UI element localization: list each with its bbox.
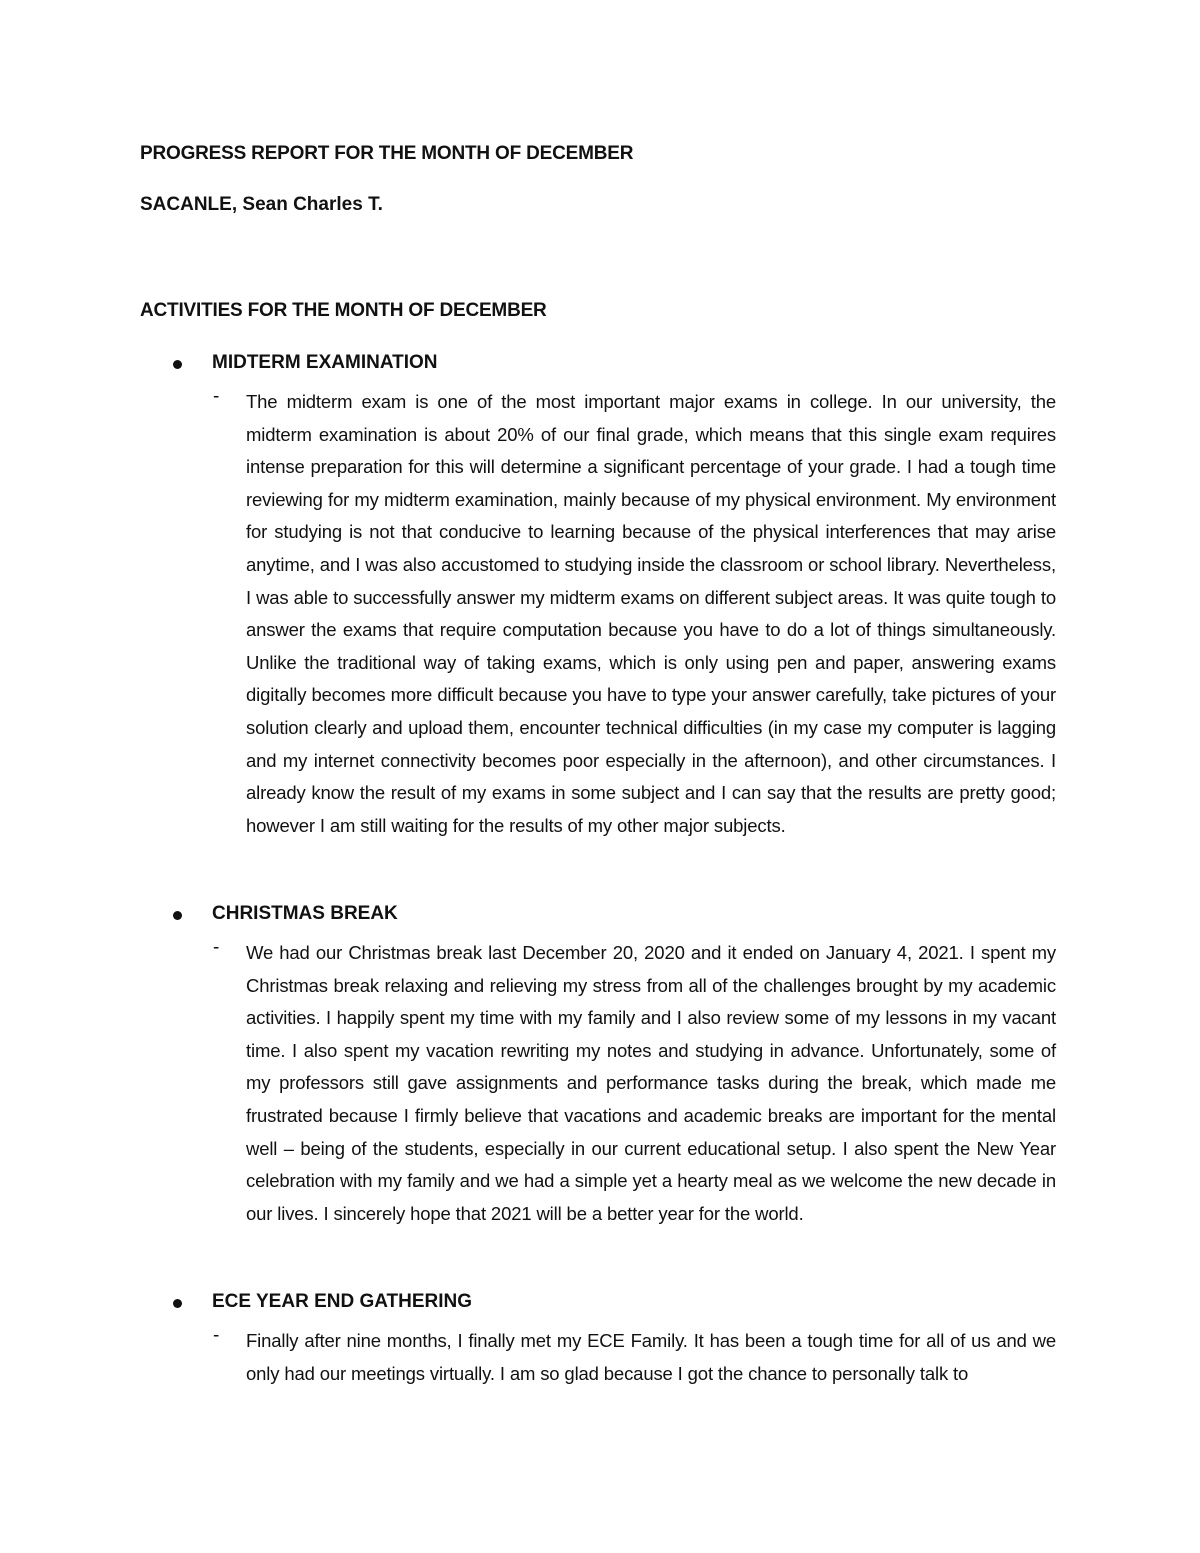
bullet-dot-icon [173,360,182,369]
activity-body: The midterm exam is one of the most important major exams in college. In our university, the midterm examination is about 20% of our final grade, which means that this single exam requires intense preparation for this will determine a significant percentage of your grade. I had a tough time reviewing for my midterm examination, mainly because of my physical environment. My environment for studying is not that conducive to learning because of the physical interferences that may arise anytime, and I was also accustomed to studying inside the classroom or school library. Nevertheless, I was able to successfully answer my midterm exams on different subject areas. It was quite tough to answer the exams that require computation because you have to do a lot of things simultaneously. Unlike the traditional way of taking exams, which is only using pen and paper, answering exams digitally becomes more difficult because you have to type your answer carefully, take pictures of your solution clearly and upload them, encounter technical difficulties (in my case my computer is lagging and my internet connectivity becomes poor especially in the afternoon), and other circumstances. I already know the result of my exams in some subject and I can say that the results are pretty good; however I am still waiting for the results of my other major subjects. [246,391,1056,836]
activity-body: Finally after nine months, I finally met my ECE Family. It has been a tough time for all of us and we only had our meetings virtually. I am so glad because I got the chance to personally talk to [246,1330,1056,1384]
activity-heading: CHRISTMAS BREAK [212,903,398,924]
activity-body: We had our Christmas break last December 20, 2020 and it ended on January 4, 2021. I spent my Christmas break relaxing and relieving my stress from all of the challenges brought by my academic activities. I happily spent my time with my family and I also review some of my lessons in my vacant time. I also spent my vacation rewriting my notes and studying in advance. Unfortunately, some of my professors still gave assignments and performance tasks during the break, which made me frustrated because I firmly believe that vacations and academic breaks are important for the mental well – being of the students, especially in our current educational setup. I also spent the New Year celebration with my family and we had a simple yet a hearty meal as we welcome the new decade in our lives. I sincerely hope that 2021 will be a better year for the world. [246,942,1056,1224]
dash-item [140,386,1060,842]
bullet-item [140,1291,1060,1321]
author-name: SACANLE, Sean Charles T. [140,194,383,215]
dash-marker: - [213,937,220,958]
dash-marker: - [213,386,220,407]
dash-marker: - [213,1325,220,1346]
dash-item [140,937,1060,1230]
page-title: PROGRESS REPORT FOR THE MONTH OF DECEMBER [140,143,634,164]
bullet-item [140,352,1060,382]
section-heading: ACTIVITIES FOR THE MONTH OF DECEMBER [140,300,547,321]
bullet-item [140,903,1060,933]
activity-heading: MIDTERM EXAMINATION [212,352,438,373]
bullet-dot-icon [173,1299,182,1308]
activity-midterm-examination [140,352,1060,842]
activity-heading: ECE YEAR END GATHERING [212,1291,473,1312]
activity-christmas-break [140,903,1060,1230]
activity-ece-year-end-gathering [140,1291,1060,1390]
bullet-dot-icon [173,911,182,920]
dash-item [140,1325,1060,1390]
